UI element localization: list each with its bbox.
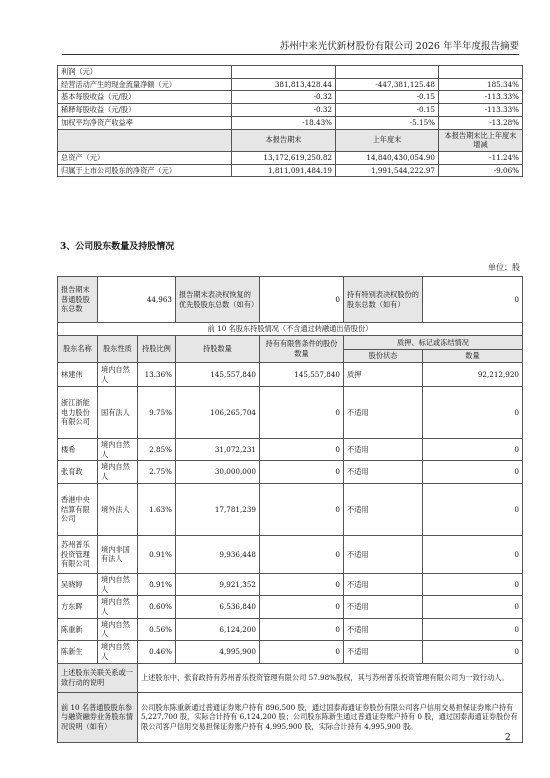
indicator-row — [58, 152, 523, 165]
indicator-value: 185.34% — [439, 78, 523, 91]
holding-qty: 6,124,200 — [176, 618, 260, 640]
indicator-value: -18.43% — [232, 116, 336, 129]
column-header: 上年度末 — [336, 129, 439, 151]
table-row — [58, 461, 523, 483]
col-header-restricted: 持有有限售条件的股份数量 — [260, 336, 344, 363]
holder-nature: 境内自然人 — [98, 596, 138, 618]
share-count: 0 — [423, 387, 523, 439]
holding-qty: 106,265,704 — [176, 387, 260, 439]
col-header-nature: 股东性质 — [98, 336, 138, 363]
related-text: 上述股东中，张育政持有苏州普乐投资管理有限公司 57.98%股权，其与苏州普乐投资管理有限公司为一致行动人。 — [138, 663, 523, 692]
holding-ratio: 2.75% — [138, 461, 176, 483]
col-header-status: 股份状态 — [344, 350, 423, 363]
holding-ratio: 0.60% — [138, 596, 176, 618]
indicator-label: 基本每股收益（元/股） — [58, 91, 232, 104]
col-header-qty: 持股数量 — [176, 336, 260, 363]
holder-nature: 国有法人 — [98, 387, 138, 439]
column-header: 本报告期末比上年度末增减 — [439, 129, 523, 151]
indicator-value: -5.15% — [336, 116, 439, 129]
holding-ratio: 13.36% — [138, 363, 176, 387]
holding-ratio: 0.91% — [138, 573, 176, 595]
indicator-row — [58, 104, 523, 117]
page-header: 苏州中来光伏新材股份有限公司 2026 年半年度报告摘要 — [279, 41, 519, 52]
holder-name: 陈新生 — [58, 641, 98, 663]
holder-nature: 境内自然人 — [98, 573, 138, 595]
indicator-value: -0.32 — [232, 91, 336, 104]
shareholders-table — [57, 276, 523, 743]
holding-ratio: 0.46% — [138, 641, 176, 663]
table-row — [58, 439, 523, 461]
indicator-value: -113.33% — [439, 91, 523, 104]
holding-qty: 9,936,448 — [176, 535, 260, 573]
col-header-ratio: 持股比例 — [138, 336, 176, 363]
indicator-label: 经营活动产生的现金流量净额（元） — [58, 78, 232, 91]
share-count: 0 — [423, 596, 523, 618]
indicator-row — [58, 164, 523, 177]
indicator-row — [58, 129, 523, 151]
indicator-label: 加权平均净资产收益率 — [58, 116, 232, 129]
holder-nature: 境内自然人 — [98, 618, 138, 640]
share-count: 0 — [423, 641, 523, 663]
share-count: 0 — [423, 483, 523, 535]
indicator-row — [58, 91, 523, 104]
indicator-label: 稀释每股收益（元/股） — [58, 104, 232, 117]
holder-nature: 境内自然人 — [98, 439, 138, 461]
share-status: 不适用 — [344, 439, 423, 461]
indicator-value — [232, 66, 336, 79]
share-count: 0 — [423, 439, 523, 461]
share-status: 不适用 — [344, 641, 423, 663]
holder-name: 浙江浙能电力股份有限公司 — [58, 387, 98, 439]
col-header-count: 数量 — [423, 350, 523, 363]
holder-nature: 境内自然人 — [98, 363, 138, 387]
holding-ratio: 2.85% — [138, 439, 176, 461]
restricted-qty: 0 — [260, 573, 344, 595]
holding-qty: 4,995,900 — [176, 641, 260, 663]
share-status: 不适用 — [344, 573, 423, 595]
indicator-value — [336, 66, 439, 79]
holder-nature: 境外法人 — [98, 483, 138, 535]
holder-name: 方东晖 — [58, 596, 98, 618]
holding-ratio: 0.56% — [138, 618, 176, 640]
table-row — [58, 535, 523, 573]
holding-ratio: 0.91% — [138, 535, 176, 573]
restricted-qty: 0 — [260, 461, 344, 483]
holding-ratio: 9.75% — [138, 387, 176, 439]
table-row — [58, 483, 523, 535]
indicator-value: -13.28% — [439, 116, 523, 129]
holder-nature: 境内非国有法人 — [98, 535, 138, 573]
margin-text: 公司股东陈重新通过普通证券账户持有 896,500 股，通过国泰海通证券股份有限公司客户信用交易担保证券账户持有 5,227,700 股，实际合计持有 6,124,200 股；公司股东陈新生通过普通证券账户持有 0 股，通过国泰海通证券股份有限公司客户信用交易担保证券账户持有 4,995,900 股，实际合计持有 4,995,900 股。 — [138, 692, 523, 742]
holder-name: 林建伟 — [58, 363, 98, 387]
share-status: 不适用 — [344, 596, 423, 618]
holding-qty: 6,536,840 — [176, 596, 260, 618]
restricted-qty: 0 — [260, 387, 344, 439]
holder-name: 吴晓婷 — [58, 573, 98, 595]
indicator-row — [58, 66, 523, 79]
table-row — [58, 387, 523, 439]
indicator-label: 利润（元） — [58, 66, 232, 79]
indicator-value: 1,811,091,484.19 — [232, 164, 336, 177]
holder-nature: 境内自然人 — [98, 461, 138, 483]
share-status: 质押 — [344, 363, 423, 387]
unit-label: 单位：股 — [488, 263, 520, 272]
financial-indicators-table — [57, 65, 523, 177]
holding-ratio: 1.63% — [138, 483, 176, 535]
indicator-value: 14,840,430,054.90 — [336, 152, 439, 165]
indicator-value: -11.24% — [439, 152, 523, 165]
indicator-value: 13,172,619,250.82 — [232, 152, 336, 165]
column-header: 本报告期末 — [232, 129, 336, 151]
restricted-qty: 0 — [260, 641, 344, 663]
summary-label-2: 报告期末表决权恢复的优先股股东总数（如有） — [176, 277, 260, 323]
indicator-value: -447,381,125.48 — [336, 78, 439, 91]
related-label: 上述股东关联关系或一致行动的说明 — [58, 663, 138, 692]
holding-qty: 9,921,352 — [176, 573, 260, 595]
margin-label: 前 10 名普通股股东参与融资融券业务股东情况说明（如有） — [58, 692, 138, 742]
header-blank-cell — [58, 129, 232, 151]
summary-value-3: 0 — [423, 277, 523, 323]
indicator-value: -0.15 — [336, 104, 439, 117]
table-row — [58, 363, 523, 387]
indicator-value: -113.33% — [439, 104, 523, 117]
indicator-value: 1,991,544,222.97 — [336, 164, 439, 177]
indicator-value: -0.32 — [232, 104, 336, 117]
indicator-value: 381,813,428.44 — [232, 78, 336, 91]
top10-title: 前 10 名股东持股情况（不含通过转融通出借股份） — [58, 323, 523, 336]
table-row — [58, 596, 523, 618]
indicator-row — [58, 116, 523, 129]
summary-label-3: 持有特别表决权股份的股东总数（如有） — [344, 277, 423, 323]
restricted-qty: 0 — [260, 439, 344, 461]
indicator-row — [58, 78, 523, 91]
col-header-name: 股东名称 — [58, 336, 98, 363]
holder-name: 张育政 — [58, 461, 98, 483]
holding-qty: 30,000,000 — [176, 461, 260, 483]
indicator-label: 总资产（元） — [58, 152, 232, 165]
share-count: 0 — [423, 461, 523, 483]
indicator-value: -9.06% — [439, 164, 523, 177]
holder-name: 楼希 — [58, 439, 98, 461]
section-title: 3、公司股东数量及持股情况 — [60, 242, 175, 252]
holder-nature: 境内自然人 — [98, 641, 138, 663]
holder-name: 苏州普乐投资管理有限公司 — [58, 535, 98, 573]
share-status: 不适用 — [344, 387, 423, 439]
summary-label-1: 报告期末普通股股东总数 — [58, 277, 98, 323]
restricted-qty: 0 — [260, 483, 344, 535]
share-count: 0 — [423, 573, 523, 595]
share-count: 0 — [423, 535, 523, 573]
holding-qty: 145,557,840 — [176, 363, 260, 387]
share-status: 不适用 — [344, 461, 423, 483]
restricted-qty: 145,557,840 — [260, 363, 344, 387]
share-count: 0 — [423, 618, 523, 640]
table-row — [58, 573, 523, 595]
summary-value-2: 0 — [260, 277, 344, 323]
page-number: 2 — [505, 733, 511, 743]
share-count: 92,212,920 — [423, 363, 523, 387]
col-header-pledge: 质押、标记或冻结情况 — [344, 336, 523, 350]
holding-qty: 17,781,239 — [176, 483, 260, 535]
holding-qty: 31,072,231 — [176, 439, 260, 461]
indicator-label: 归属于上市公司股东的净资产（元） — [58, 164, 232, 177]
share-status: 不适用 — [344, 483, 423, 535]
table-row — [58, 618, 523, 640]
share-status: 不适用 — [344, 535, 423, 573]
holder-name: 陈重新 — [58, 618, 98, 640]
indicator-value: -0.15 — [336, 91, 439, 104]
share-status: 不适用 — [344, 618, 423, 640]
header-rule — [62, 54, 519, 55]
restricted-qty: 0 — [260, 535, 344, 573]
summary-value-1: 44,963 — [98, 277, 176, 323]
indicator-value — [439, 66, 523, 79]
holder-name: 香港中央结算有限公司 — [58, 483, 98, 535]
restricted-qty: 0 — [260, 596, 344, 618]
table-row — [58, 641, 523, 663]
restricted-qty: 0 — [260, 618, 344, 640]
